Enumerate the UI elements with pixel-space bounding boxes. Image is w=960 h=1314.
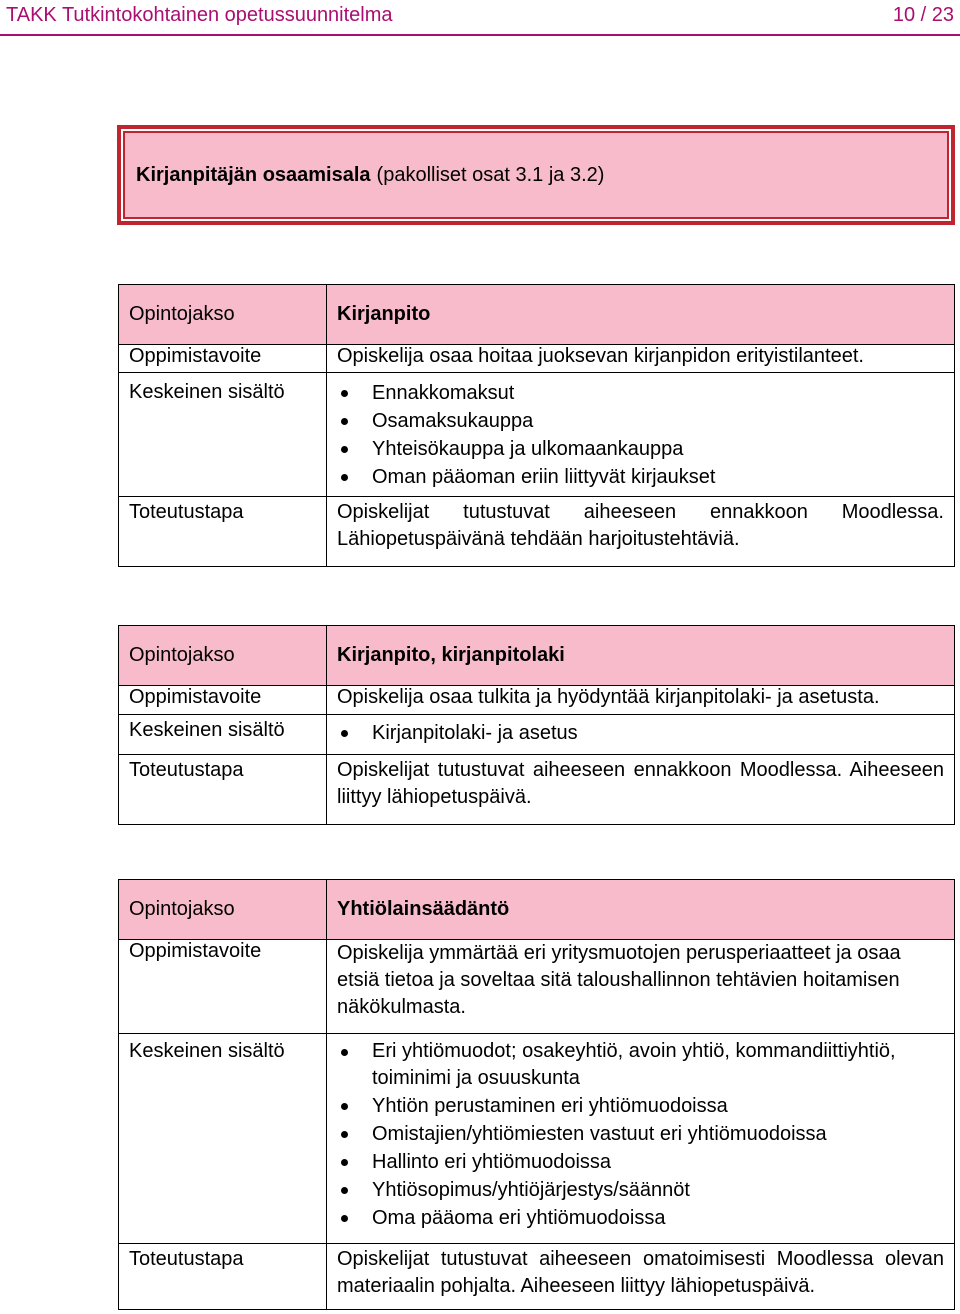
label-oppimistavoite: Oppimistavoite [119,940,327,1034]
banner-subtitle: (pakolliset osat 3.1 ja 3.2) [376,163,605,186]
implementation-text: Opiskelijat tutustuvat aiheeseen ennakkoon Moodlessa. Lähiopetuspäivänä tehdään harjoitustehtäviä. [327,497,955,567]
list-item: Osamaksukauppa [337,407,944,435]
label-opintojakso: Opintojakso [119,285,327,345]
document-title: TAKK Tutkintokohtainen opetussuunnitelma [6,4,393,26]
list-item: Ennakkomaksut [337,379,944,407]
section-banner [117,125,955,225]
implementation-text: Opiskelijat tutustuvat aiheeseen omatoimisesti Moodlessa olevan materiaalin pohjalta. Aiheeseen liittyy lähiopetuspäivä. [327,1244,955,1310]
page-number: 10 / 23 [892,4,954,26]
label-toteutustapa: Toteutustapa [119,755,327,825]
list-item: Kirjanpitolaki- ja asetus [337,719,944,747]
course-title: Kirjanpito [327,285,955,345]
list-item: Eri yhtiömuodot; osakeyhtiö, avoin yhtiö, kommandiittiyhtiö, toiminimi ja osuuskunta [337,1038,944,1092]
content-list [337,719,944,747]
implementation-text: Opiskelijat tutustuvat aiheeseen ennakkoon Moodlessa. Aiheeseen liittyy lähiopetuspäivä. [327,755,955,825]
list-item: Yhtiösopimus/yhtiöjärjestys/säännöt [337,1176,944,1204]
list-item: Yhteisökauppa ja ulkomaankauppa [337,435,944,463]
course-table-yhtiolainsaadanto [118,879,955,1310]
course-table-kirjanpito [118,284,955,567]
content-list [337,1038,944,1232]
header-rule [0,34,960,36]
learning-goal: Opiskelija osaa hoitaa juoksevan kirjanpidon erityistilanteet. [327,345,955,373]
content-list [337,379,944,491]
learning-goal: Opiskelija ymmärtää eri yritysmuotojen perusperiaatteet ja osaa etsiä tietoa ja soveltaa sitä taloushallinnon tehtävien hoitamisen näkökulmasta. [327,940,955,1034]
label-opintojakso: Opintojakso [119,880,327,940]
label-opintojakso: Opintojakso [119,626,327,686]
label-oppimistavoite: Oppimistavoite [119,345,327,373]
list-item: Oman pääoman eriin liittyvät kirjaukset [337,463,944,491]
label-keskeinen-sisalto: Keskeinen sisältö [119,373,327,497]
course-table-kirjanpitolaki [118,625,955,825]
list-item: Yhtiön perustaminen eri yhtiömuodoissa [337,1092,944,1120]
list-item: Hallinto eri yhtiömuodoissa [337,1148,944,1176]
course-title: Kirjanpito, kirjanpitolaki [327,626,955,686]
label-keskeinen-sisalto: Keskeinen sisältö [119,715,327,755]
label-keskeinen-sisalto: Keskeinen sisältö [119,1034,327,1244]
label-toteutustapa: Toteutustapa [119,497,327,567]
list-item: Oma pääoma eri yhtiömuodoissa [337,1204,944,1232]
course-title: Yhtiölainsäädäntö [327,880,955,940]
page-header [6,4,954,28]
label-toteutustapa: Toteutustapa [119,1244,327,1310]
list-item: Omistajien/yhtiömiesten vastuut eri yhtiömuodoissa [337,1120,944,1148]
learning-goal: Opiskelija osaa tulkita ja hyödyntää kirjanpitolaki- ja asetusta. [327,686,955,715]
banner-title: Kirjanpitäjän osaamisala [136,163,371,186]
label-oppimistavoite: Oppimistavoite [119,686,327,715]
